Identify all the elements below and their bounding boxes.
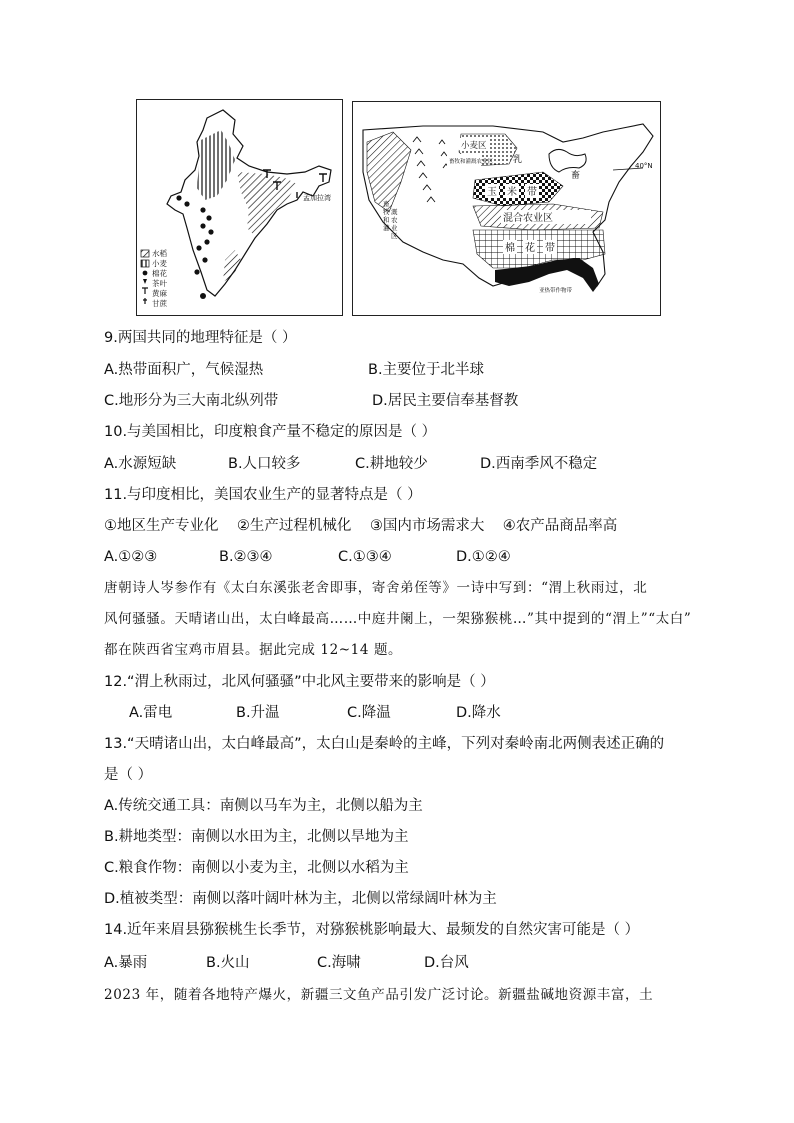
label-40n: 40°N — [635, 162, 653, 170]
label-corn-1: 玉 — [487, 187, 497, 198]
legend-sugarcane: 甘蔗 — [152, 299, 167, 308]
legend-tea: 茶叶 — [152, 279, 167, 288]
q13-option-a: A.传统交通工具：南侧以马车为主，北侧以船为主 — [104, 798, 423, 814]
legend-jute: 黄麻 — [152, 289, 167, 298]
usa-agriculture-map — [352, 101, 661, 316]
q10-option-d: D.西南季风不稳定 — [480, 456, 598, 472]
q9-option-d: D.居民主要信奉基督教 — [372, 393, 519, 409]
india-agriculture-map — [136, 99, 343, 316]
sri-lanka-marker — [200, 293, 206, 299]
india-map-svg — [137, 100, 342, 315]
q12-stem: 12.“渭上秋雨过，北风何骚骚”中北风主要带来的影响是（ ） — [104, 674, 495, 690]
q9-option-a: A.热带面积广，气候湿热 — [104, 362, 264, 378]
q13-option-d: D.植被类型：南侧以落叶阔叶林为主，北侧以常绿阔叶林为主 — [104, 891, 497, 907]
svg-text:畜: 畜 — [383, 200, 390, 208]
q11-option-d: D.①②④ — [456, 549, 511, 565]
q11-option-a: A.①②③ — [104, 549, 158, 565]
label-corn-2: 米 — [507, 187, 517, 198]
q12-option-a: A.雷电 — [129, 705, 173, 721]
q13-option-b: B.耕地类型：南侧以水田为主，北侧以旱地为主 — [104, 829, 409, 845]
label-wheat: 小麦区 — [461, 141, 487, 151]
label-mixed: 混合农业区 — [503, 213, 553, 224]
label-dairy-2: 畜 — [571, 171, 581, 181]
legend-cotton: 棉花 — [152, 269, 167, 278]
passage1-line3: 都在陕西省宝鸡市眉县。据此完成 12~14 题。 — [104, 642, 403, 658]
svg-text:和: 和 — [383, 216, 390, 224]
q12-option-d: D.降水 — [456, 705, 501, 721]
svg-text:灌: 灌 — [383, 224, 390, 232]
q10-stem: 10.与美国相比，印度粮食产量不稳定的原因是（ ） — [104, 424, 437, 440]
q14-stem: 14.近年来眉县猕猴桃生长季节，对猕猴桃影响最大、最频发的自然灾害可能是（ ） — [104, 922, 640, 938]
q11-statements: ①地区生产专业化 ②生产过程机械化 ③国内市场需求大 ④农产品商品率高 — [104, 518, 618, 534]
passage2-line1: 2023 年，随着各地特产爆火，新疆三文鱼产品引发广泛讨论。新疆盐碱地资源丰富，土 — [104, 987, 654, 1003]
q12-option-b: B.升温 — [236, 705, 280, 721]
q10-option-c: C.耕地较少 — [355, 456, 428, 472]
svg-text:业: 业 — [391, 224, 398, 232]
q13-stem-line1: 13.“天晴诸山出，太白峰最高”，太白山是秦岭的主峰，下列对秦岭南北两侧表述正确的 — [104, 736, 665, 752]
q10-option-a: A.水源短缺 — [104, 456, 177, 472]
label-ranch-irrigation: 畜牧和灌溉农业区 — [449, 159, 494, 165]
q13-option-c: C.粮食作物：南侧以小麦为主，北侧以水稻为主 — [104, 860, 409, 876]
q14-option-d: D.台风 — [424, 955, 469, 971]
q9-option-c: C.地形分为三大南北纵列带 — [104, 393, 279, 409]
svg-text:农: 农 — [391, 216, 398, 224]
label-cotton-3: 带 — [545, 243, 555, 254]
legend-wheat: 小麦 — [152, 259, 167, 268]
india-legend — [141, 248, 167, 308]
q14-option-b: B.火山 — [206, 955, 250, 971]
q9-option-b: B.主要位于北半球 — [368, 362, 485, 378]
q9-stem: 9.两国共同的地理特征是（ ） — [104, 330, 297, 346]
passage1-line2: 风何骚骚。天晴诸山出，太白峰最高……中庭井阑上，一架猕猴桃…”其中提到的“渭上”“太白” — [104, 611, 692, 627]
q10-option-b: B.人口较多 — [228, 456, 301, 472]
legend-rice: 水稻 — [152, 249, 167, 258]
svg-text:牧: 牧 — [383, 208, 390, 216]
label-cotton-2: 花 — [525, 243, 535, 254]
svg-text:区: 区 — [391, 232, 398, 240]
q11-option-c: C.①③④ — [338, 549, 392, 565]
q14-option-a: A.暴雨 — [104, 955, 148, 971]
q11-option-b: B.②③④ — [219, 549, 273, 565]
usa-map-svg — [353, 102, 660, 315]
q14-option-c: C.海啸 — [317, 955, 361, 971]
svg-text:溉: 溉 — [391, 208, 398, 216]
q11-stem: 11.与印度相比，美国农业生产的显著特点是（ ） — [104, 487, 422, 503]
q13-stem-line2: 是（ ） — [104, 767, 153, 783]
label-dairy: 乳 — [513, 155, 523, 165]
label-corn-3: 带 — [527, 187, 537, 198]
bay-of-bengal-label: 孟加拉湾 — [303, 194, 331, 202]
label-cotton-1: 棉 — [505, 243, 515, 254]
label-subtropical: 亚热带作物带 — [539, 288, 573, 294]
passage1-line1: 唐朝诗人岑参作有《太白东溪张老舍即事，寄舍弟侄等》一诗中写到：“渭上秋雨过，北 — [104, 580, 648, 596]
q12-option-c: C.降温 — [347, 705, 391, 721]
